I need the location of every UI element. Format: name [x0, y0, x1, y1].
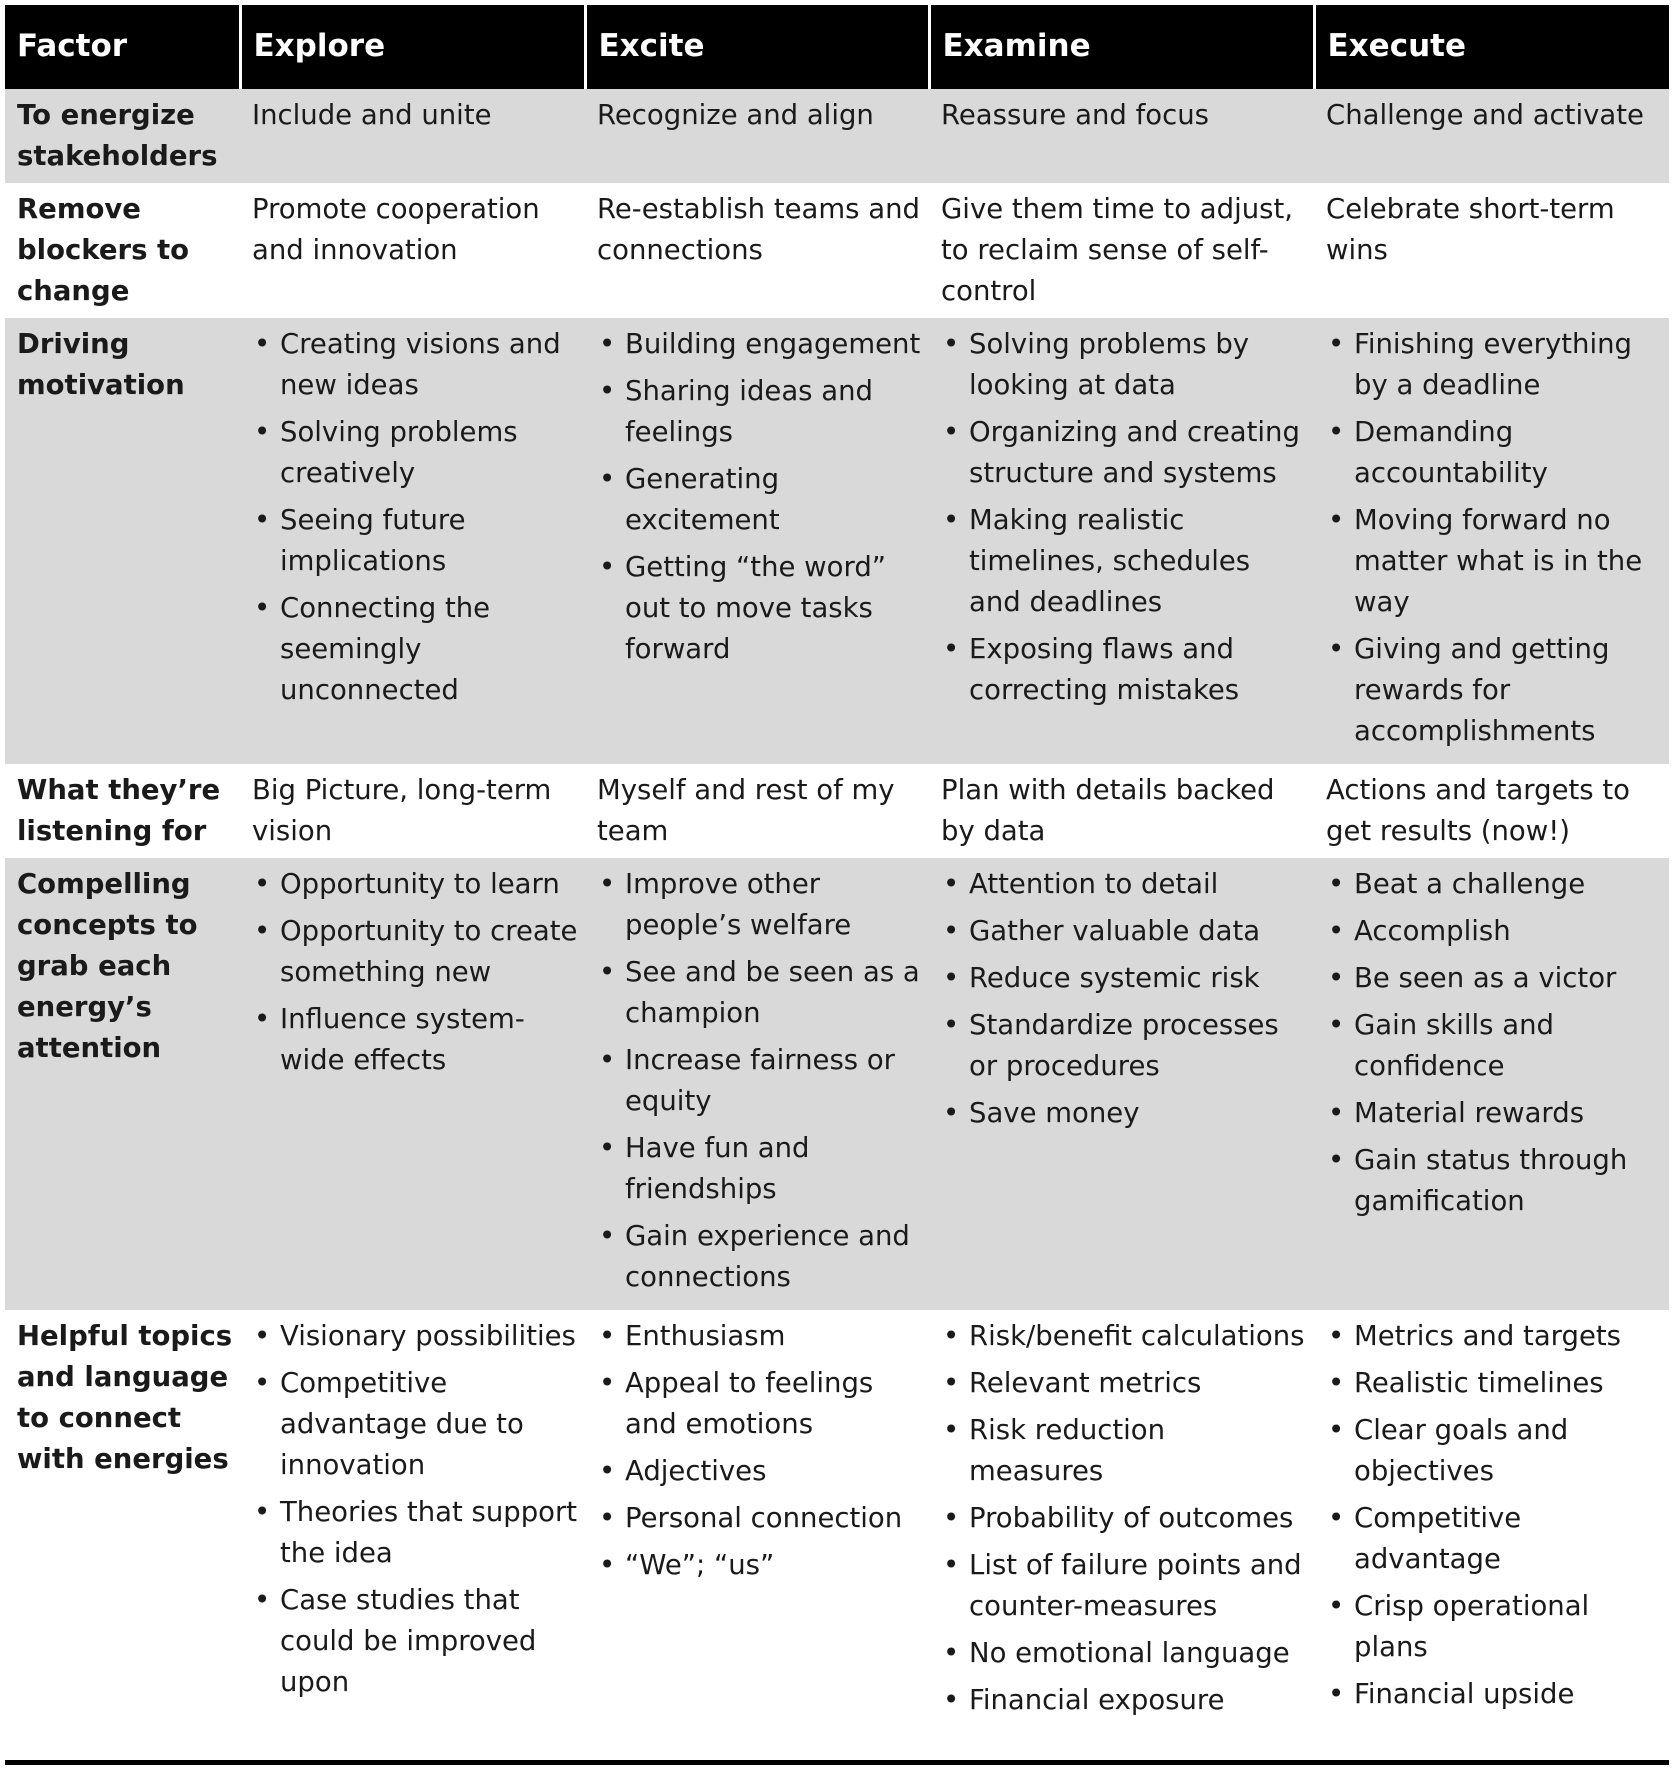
- list-item: • Relevant metrics: [941, 1363, 1308, 1404]
- list-item: • Clear goals and objectives: [1326, 1410, 1663, 1492]
- list-item: • Be seen as a victor: [1326, 958, 1663, 999]
- list-item: • Influence system-wide effects: [252, 999, 579, 1081]
- table-cell: Challenge and activate: [1314, 89, 1669, 183]
- list-item: • Enthusiasm: [597, 1316, 923, 1357]
- bullet-list: [1326, 1316, 1663, 1715]
- list-item: • Case studies that could be improved upon: [252, 1580, 579, 1703]
- list-item: • Improve other people’s welfare: [597, 864, 923, 946]
- list-item: • Save money: [941, 1093, 1308, 1134]
- list-item: • Realistic timelines: [1326, 1363, 1663, 1404]
- list-item: • Visionary possibilities: [252, 1316, 579, 1357]
- table-cell: [929, 858, 1314, 1310]
- header-factor: Factor: [5, 5, 240, 89]
- bullet-list: [597, 324, 923, 670]
- list-item: • Probability of outcomes: [941, 1498, 1308, 1539]
- table-cell: [929, 1310, 1314, 1733]
- table-cell: Reassure and focus: [929, 89, 1314, 183]
- bullet-list: [941, 324, 1308, 711]
- table-cell: Plan with details backed by data: [929, 764, 1314, 858]
- list-item: • See and be seen as a champion: [597, 952, 923, 1034]
- list-item: • Have fun and friendships: [597, 1128, 923, 1210]
- list-item: • Organizing and creating structure and systems: [941, 412, 1308, 494]
- table-cell: [585, 1310, 929, 1733]
- list-item: • Reduce systemic risk: [941, 958, 1308, 999]
- list-item: • Financial exposure: [941, 1680, 1308, 1721]
- list-item: • Material rewards: [1326, 1093, 1663, 1134]
- table-cell: Include and unite: [240, 89, 585, 183]
- table-row-blockers: [5, 183, 1669, 318]
- list-item: • Solving problems by looking at data: [941, 324, 1308, 406]
- list-item: • Demanding accountability: [1326, 412, 1663, 494]
- table-cell: Re-establish teams and connections: [585, 183, 929, 318]
- list-item: • List of failure points and counter-measures: [941, 1545, 1308, 1627]
- table-row-motivation: [5, 318, 1669, 764]
- list-item: • Risk/benefit calculations: [941, 1316, 1308, 1357]
- list-item: • Metrics and targets: [1326, 1316, 1663, 1357]
- list-item: • Accomplish: [1326, 911, 1663, 952]
- table-cell: [1314, 858, 1669, 1310]
- list-item: • Opportunity to learn: [252, 864, 579, 905]
- header-explore: Explore: [240, 5, 585, 89]
- list-item: • Solving problems creatively: [252, 412, 579, 494]
- row-label: Driving motivation: [5, 318, 240, 764]
- list-item: • No emotional language: [941, 1633, 1308, 1674]
- list-item: • Competitive advantage due to innovation: [252, 1363, 579, 1486]
- bullet-list: [252, 864, 579, 1081]
- list-item: • Financial upside: [1326, 1674, 1663, 1715]
- list-item: • Creating visions and new ideas: [252, 324, 579, 406]
- table-cell: Promote cooperation and innovation: [240, 183, 585, 318]
- list-item: • Giving and getting rewards for accomplishments: [1326, 629, 1663, 752]
- bullet-list: [252, 324, 579, 711]
- list-item: • Standardize processes or procedures: [941, 1005, 1308, 1087]
- list-item: • Attention to detail: [941, 864, 1308, 905]
- row-label: Compelling concepts to grab each energy’s attention: [5, 858, 240, 1310]
- energies-table-page: [5, 5, 1669, 1733]
- header-row: [5, 5, 1669, 89]
- row-label: To energize stakeholders: [5, 89, 240, 183]
- list-item: • Crisp operational plans: [1326, 1586, 1663, 1668]
- bullet-list: [1326, 324, 1663, 752]
- list-item: • Personal connection: [597, 1498, 923, 1539]
- list-item: • Sharing ideas and feelings: [597, 371, 923, 453]
- table-cell: [1314, 318, 1669, 764]
- bullet-list: [1326, 864, 1663, 1222]
- table-cell: [585, 858, 929, 1310]
- list-item: • Gain experience and connections: [597, 1216, 923, 1298]
- list-item: • Making realistic timelines, schedules and deadlines: [941, 500, 1308, 623]
- list-item: • “We”; “us”: [597, 1545, 923, 1586]
- bullet-list: [252, 1316, 579, 1703]
- list-item: • Appeal to feelings and emotions: [597, 1363, 923, 1445]
- table-cell: Myself and rest of my team: [585, 764, 929, 858]
- list-item: • Getting “the word” out to move tasks forward: [597, 547, 923, 670]
- table-row-listening: [5, 764, 1669, 858]
- table-row-topics: [5, 1310, 1669, 1733]
- header-execute: Execute: [1327, 28, 1466, 65]
- list-item: • Gain status through gamification: [1326, 1140, 1663, 1222]
- list-item: • Beat a challenge: [1326, 864, 1663, 905]
- list-item: • Theories that support the idea: [252, 1492, 579, 1574]
- bullet-list: [597, 864, 923, 1298]
- list-item: • Opportunity to create something new: [252, 911, 579, 993]
- bullet-list: [941, 864, 1308, 1134]
- bullet-list: [597, 1316, 923, 1586]
- row-label: What they’re listening for: [5, 764, 240, 858]
- table-cell: Actions and targets to get results (now!): [1314, 764, 1669, 858]
- list-item: • Gather valuable data: [941, 911, 1308, 952]
- table-row-energize: [5, 89, 1669, 183]
- table-row-concepts: [5, 858, 1669, 1310]
- row-label: Remove blockers to change: [5, 183, 240, 318]
- table-cell: [929, 318, 1314, 764]
- list-item: • Risk reduction measures: [941, 1410, 1308, 1492]
- list-item: • Gain skills and confidence: [1326, 1005, 1663, 1087]
- list-item: • Increase fairness or equity: [597, 1040, 923, 1122]
- table-cell: Celebrate short-term wins: [1314, 183, 1669, 318]
- list-item: • Competitive advantage: [1326, 1498, 1663, 1580]
- table-cell: Give them time to adjust, to reclaim sense of self-control: [929, 183, 1314, 318]
- row-label: Helpful topics and language to connect with energies: [5, 1310, 240, 1733]
- table-cell: [1314, 1310, 1669, 1733]
- list-item: • Finishing everything by a deadline: [1326, 324, 1663, 406]
- bullet-list: [941, 1316, 1308, 1721]
- list-item: • Generating excitement: [597, 459, 923, 541]
- header-examine: Examine: [929, 5, 1314, 89]
- table-cell: [585, 318, 929, 764]
- header-excite: Excite: [585, 5, 929, 89]
- table-cell: [240, 318, 585, 764]
- bottom-rule: [5, 1760, 1669, 1765]
- list-item: • Seeing future implications: [252, 500, 579, 582]
- table-cell: [240, 858, 585, 1310]
- list-item: • Exposing flaws and correcting mistakes: [941, 629, 1308, 711]
- table-cell: Recognize and align: [585, 89, 929, 183]
- list-item: • Adjectives: [597, 1451, 923, 1492]
- list-item: • Moving forward no matter what is in the way: [1326, 500, 1663, 623]
- list-item: • Building engagement: [597, 324, 923, 365]
- table-cell: [240, 1310, 585, 1733]
- table-cell: Big Picture, long-term vision: [240, 764, 585, 858]
- energies-table: [5, 5, 1669, 1733]
- list-item: • Connecting the seemingly unconnected: [252, 588, 579, 711]
